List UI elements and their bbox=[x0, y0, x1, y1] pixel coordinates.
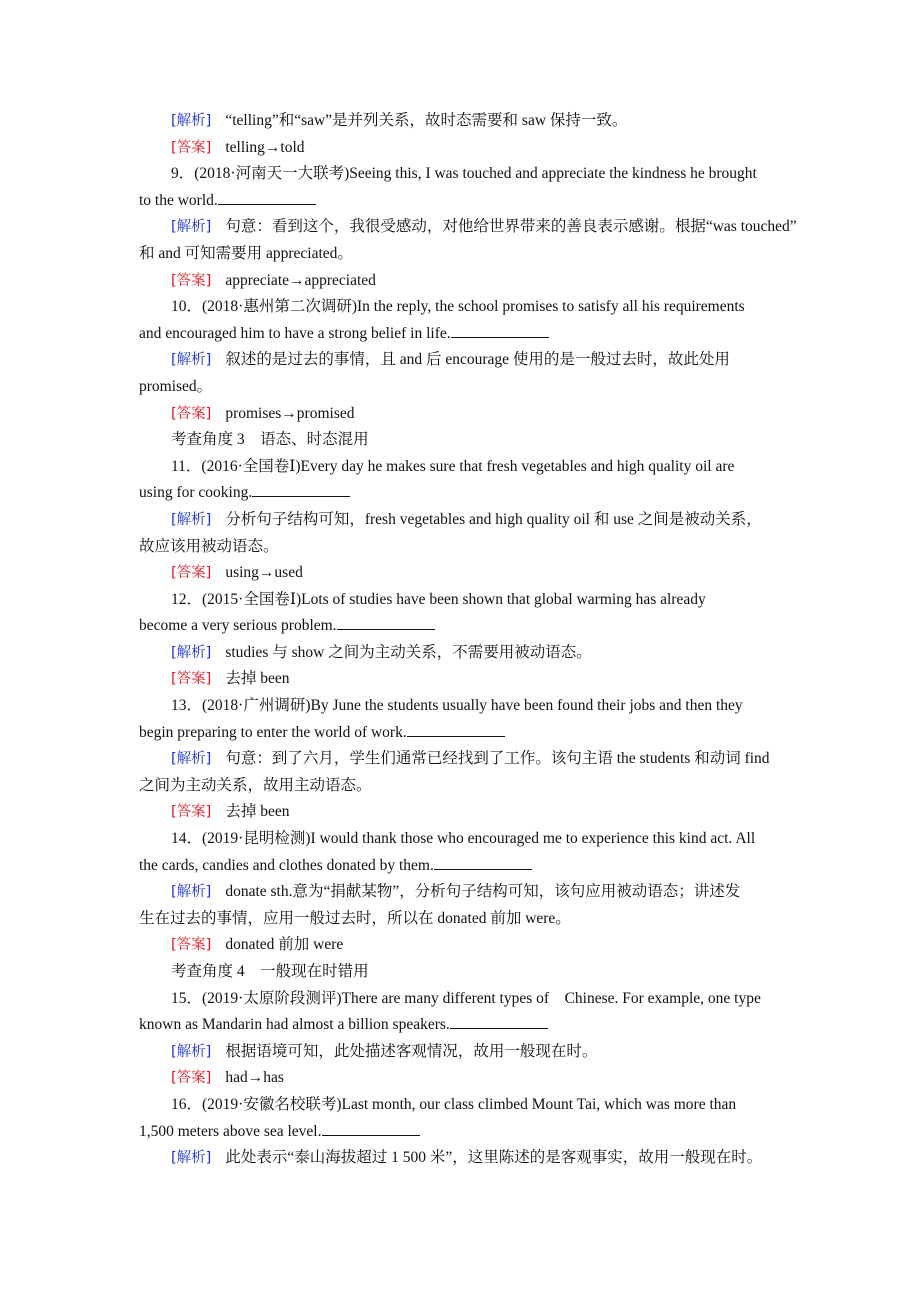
analysis-label: [解析] bbox=[171, 644, 212, 661]
answer-label: [答案] bbox=[171, 937, 212, 954]
answer-line: [答案] telling→told bbox=[171, 138, 305, 156]
question-15: 15．(2019·太原阶段测评)There are many different types of Chinese. For example, one type bbox=[171, 989, 761, 1007]
analysis-label: [解析] bbox=[171, 1150, 212, 1167]
document-page: [解析] “telling”和“saw”是并列关系，故时态需要和 saw 保持一致。 [答案] telling→told 9．(2018·河南天一大联考)Seeing this, I was touched and appreciate the kindness he brought to the world. [解析] 句意：看到这个，我很受感动，对他给世界带来的善良表示感谢。根据“was touched” 和 and 可知需要用 appreciated。 [答案] appreciate→appreciated 10．(2018·惠州第二次调研)In the reply, the school promises to satisfy all his requirements and encouraged him to have a strong belief in life. [解析] 叙述的是过去的事情，且 and 后 encourage 使用的是一般过去时，故此处用 promised。 [答案] promises→promised 考查角度 3 语态、时态混用 11．(2016·全国卷Ⅰ)Every day he makes sure that fresh vegetables and high quality oil are using for cooking. [解析] 分析句子结构可知，fresh vegetables and high quality oil 和 use 之间是被动关系， 故应该用被动语态。 [答案] using→used 12．(2015·全国卷Ⅰ)Lots of studies have been shown that global warming has already become a very serious problem. [解析] studies 与 show 之间为主动关系，不需要用被动语态。 [答案] 去掉 been 13．(2018·广州调研)By June the students usually have been found their jobs and then they begin preparing to enter the world of work. [解析] 句意：到了六月，学生们通常已经找到了工作。该句主语 the students 和动词 find 之间为主动关系，故用主动语态。 [答案] 去掉 been 14．(2019·昆明检测)I would thank those who encouraged me to experience this kind act. All the cards, candies and clothes donated by them. [解析] donate sth.意为“捐献某物”，分析句子结构可知，该句应用被动语态；讲述发 生在过去的事情，应用一般过去时，所以在 donated 前加 were。 [答案] donated 前加 were 考查角度 4 一般现在时错用 15．(2019·太原阶段测评)There are many different types of Chinese. For example, one type known as Mandarin had almost a billion speakers. [解析] 根据语境可知，此处描述客观情况，故用一般现在时。 [答案] had→has 16．(2019·安徽名校联考)Last month, our class climbed Mount Tai, which was more than 1,500 meters above sea level. [解析] 此处表示“泰山海拔超过 1 500 米”，这里陈述的是客观事实，故用一般现在时。 bbox=[139, 108, 781, 1172]
answer-blank bbox=[407, 722, 505, 737]
question-10: 10．(2018·惠州第二次调研)In the reply, the school promises to satisfy all his requirements bbox=[171, 298, 745, 316]
answer-blank bbox=[451, 323, 549, 338]
analysis-line: [解析] 叙述的是过去的事情，且 and 后 encourage 使用的是一般过去时，故此处用 bbox=[171, 351, 730, 369]
analysis-line: [解析] “telling”和“saw”是并列关系，故时态需要和 saw 保持一致。 bbox=[171, 112, 628, 129]
answer-line: [答案] promises→promised bbox=[171, 404, 355, 422]
question-13: 13．(2018·广州调研)By June the students usually have been found their jobs and then they bbox=[171, 697, 743, 715]
answer-label: [答案] bbox=[171, 671, 212, 688]
answer-blank bbox=[434, 855, 532, 870]
analysis-label: [解析] bbox=[171, 1043, 212, 1060]
answer-label: [答案] bbox=[171, 405, 212, 422]
section-heading: 考查角度 4 一般现在时错用 bbox=[171, 963, 369, 980]
answer-label: [答案] bbox=[171, 1070, 212, 1087]
answer-line: [答案] donated 前加 were bbox=[171, 936, 344, 954]
analysis-line: [解析] 根据语境可知，此处描述客观情况，故用一般现在时。 bbox=[171, 1042, 598, 1060]
answer-blank bbox=[450, 1014, 548, 1029]
analysis-label: [解析] bbox=[171, 751, 212, 768]
answer-line: [答案] appreciate→appreciated bbox=[171, 271, 376, 289]
answer-line: [答案] had→has bbox=[171, 1069, 284, 1087]
section-heading: 考查角度 3 语态、时态混用 bbox=[171, 431, 369, 449]
analysis-line: [解析] 分析句子结构可知，fresh vegetables and high quality oil 和 use 之间是被动关系， bbox=[171, 510, 762, 528]
question-14: 14．(2019·昆明检测)I would thank those who encouraged me to experience this kind act. All bbox=[171, 830, 756, 848]
answer-label: [答案] bbox=[171, 565, 212, 582]
question-11: 11．(2016·全国卷Ⅰ)Every day he makes sure that fresh vegetables and high quality oil are bbox=[171, 457, 735, 475]
answer-label: [答案] bbox=[171, 272, 212, 289]
answer-label: [答案] bbox=[171, 139, 212, 156]
analysis-line: [解析] studies 与 show 之间为主动关系，不需要用被动语态。 bbox=[171, 643, 592, 661]
analysis-label: [解析] bbox=[171, 884, 212, 901]
analysis-label: [解析] bbox=[171, 219, 212, 236]
analysis-line: [解析] donate sth.意为“捐献某物”，分析句子结构可知，该句应用被动语态；讲述发 bbox=[171, 883, 741, 901]
analysis-label: [解析] bbox=[171, 113, 212, 129]
analysis-label: [解析] bbox=[171, 511, 212, 528]
answer-blank bbox=[218, 190, 316, 205]
question-9: 9．(2018·河南天一大联考)Seeing this, I was touched and appreciate the kindness he brought bbox=[171, 165, 757, 183]
answer-line: [答案] 去掉 been bbox=[171, 670, 290, 688]
answer-blank bbox=[252, 482, 350, 497]
answer-blank bbox=[337, 615, 435, 630]
answer-line: [答案] using→used bbox=[171, 564, 303, 582]
answer-label: [答案] bbox=[171, 804, 212, 821]
analysis-line: [解析] 句意：看到这个，我很受感动，对他给世界带来的善良表示感谢。根据“was touched” bbox=[171, 218, 797, 236]
analysis-label: [解析] bbox=[171, 352, 212, 369]
analysis-line: [解析] 句意：到了六月，学生们通常已经找到了工作。该句主语 the students 和动词 find bbox=[171, 750, 770, 768]
question-16: 16．(2019·安徽名校联考)Last month, our class climbed Mount Tai, which was more than bbox=[171, 1095, 737, 1113]
answer-line: [答案] 去掉 been bbox=[171, 803, 290, 821]
answer-blank bbox=[322, 1121, 420, 1136]
analysis-line: [解析] 此处表示“泰山海拔超过 1 500 米”，这里陈述的是客观事实，故用一般现在时。 bbox=[171, 1149, 763, 1167]
question-12: 12．(2015·全国卷Ⅰ)Lots of studies have been shown that global warming has already bbox=[171, 590, 706, 608]
